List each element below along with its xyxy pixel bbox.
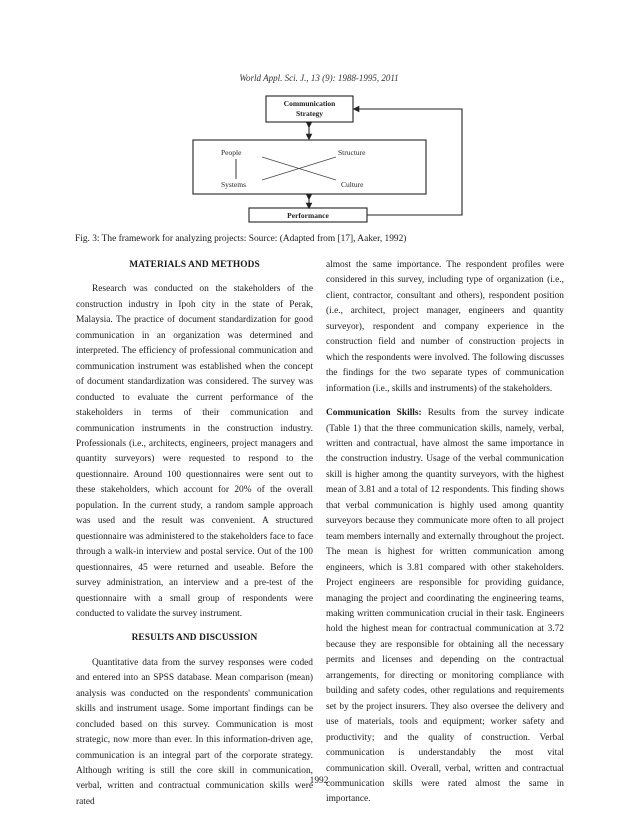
communication-skills-lead: Communication Skills:	[326, 408, 422, 419]
methods-paragraph: Research was conducted on the stakeholders of the construction industry in Ipoh city in the state of Perak, Malaysia. The practice of document standardization for good communication in an organization was determined and interpreted. The efficiency of professional communication and communication instrument was established when the concept of document standardization was considered. The survey was conducted to evaluate the current performance of the stakeholders in terms of their communication and communication instruments in the construction industry. Professionals (i.e., architects, engineers, project managers and quantity surveyors) were requested to respond to the questionnaire. Around 100 questionnaires were sent out to these stakeholders, which account for 20% of the overall population. In the current study, a random sample approach was used and the result was convenient. A structured questionnaire was administered to the stakeholders face to face through a walk-in interview and postal service. Out of the 100 questionnaires, 45 were returned and useable. Before the survey administration, an interview and a pre-test of the questionnaire with a small group of respondents were conducted to validate the survey instrument.	[76, 284, 313, 619]
page-number: 1992	[309, 776, 329, 786]
results-paragraph: Quantitative data from the survey responses were coded and entered into an SPSS database. Mean comparison (mean) analysis was conducted on the respondents' communication skills and instrument usage. Some important findings can be concluded based on this survey. Communication is most strategic, now more than ever. In this information-driven age, communication is an integral part of the corporate strategy. Although writing is still the core skill in communication, verbal, written and contractual communication skills were rated	[76, 657, 313, 807]
strategy-label-1: Communication	[283, 99, 336, 108]
feedback-loop-arrow	[356, 109, 462, 215]
communication-skills-paragraph	[326, 406, 564, 808]
right-column	[326, 258, 564, 808]
section-heading-results: RESULTS AND DISCUSSION	[131, 633, 258, 644]
structure-label: Structure	[338, 148, 366, 157]
left-column	[76, 258, 313, 810]
people-label: People	[221, 148, 242, 157]
figure-caption: Fig. 3: The framework for analyzing projects: Source: (Adapted from [17], Aaker, 1992)	[75, 234, 407, 244]
continuation-paragraph: almost the same importance. The respondent profiles were considered in this survey, including type of organization (i.e., client, contractor, consultant and others), respondent position (i.e., architect, project manager, engineers and quantity surveyor), respondent and company experience in the construction field and number of construction projects in which the respondents were involved. The following discusses the findings for the two separate types of communication information (i.e., skills and instruments) of the stakeholders.	[326, 260, 564, 394]
systems-label: Systems	[221, 180, 247, 189]
culture-label: Culture	[341, 180, 364, 189]
strategy-label-2: Strategy	[295, 109, 324, 118]
performance-label: Performance	[287, 211, 329, 220]
framework-figure	[0, 0, 638, 230]
running-head: World Appl. Sci. J., 13 (9): 1988-1995, 2011	[239, 73, 399, 83]
framework-diagram	[0, 0, 638, 230]
communication-skills-text: Results from the survey indicate (Table 1) that the three communication skills, namely, verbal, written and contractual, have almost the same importance in the construction industry. Usage of the verbal communication skill is higher among the quantity surveyors, with the highest mean of 3.81 and a total of 12 respondents. This finding shows that verbal communication is highly used among quantity surveyors because they communicate more often to all project team members internally and externally throughout the project. The mean is highest for written communication among engineers, which is 3.81 compared with other stakeholders. Project engineers are responsible for providing guidance, managing the project and coordinating the engineering teams, making written communication crucial in their task. Engineers hold the highest mean for contractual communication at 3.72 because they are responsible for obtaining all the necessary permits and licenses and depending on the contractual arrangements, for directing or monitoring compliance with building and safety codes, other regulations and requirements set by the project insurers. They also oversee the delivery and use of materials, tools and equipment; worker safety and productivity; and the quality of construction. Verbal communication is understandably the most vital communication skill. Overall, verbal, written and contractual communication skills were rated almost the same in importance.	[326, 408, 564, 805]
section-heading-methods: MATERIALS AND METHODS	[129, 260, 260, 270]
